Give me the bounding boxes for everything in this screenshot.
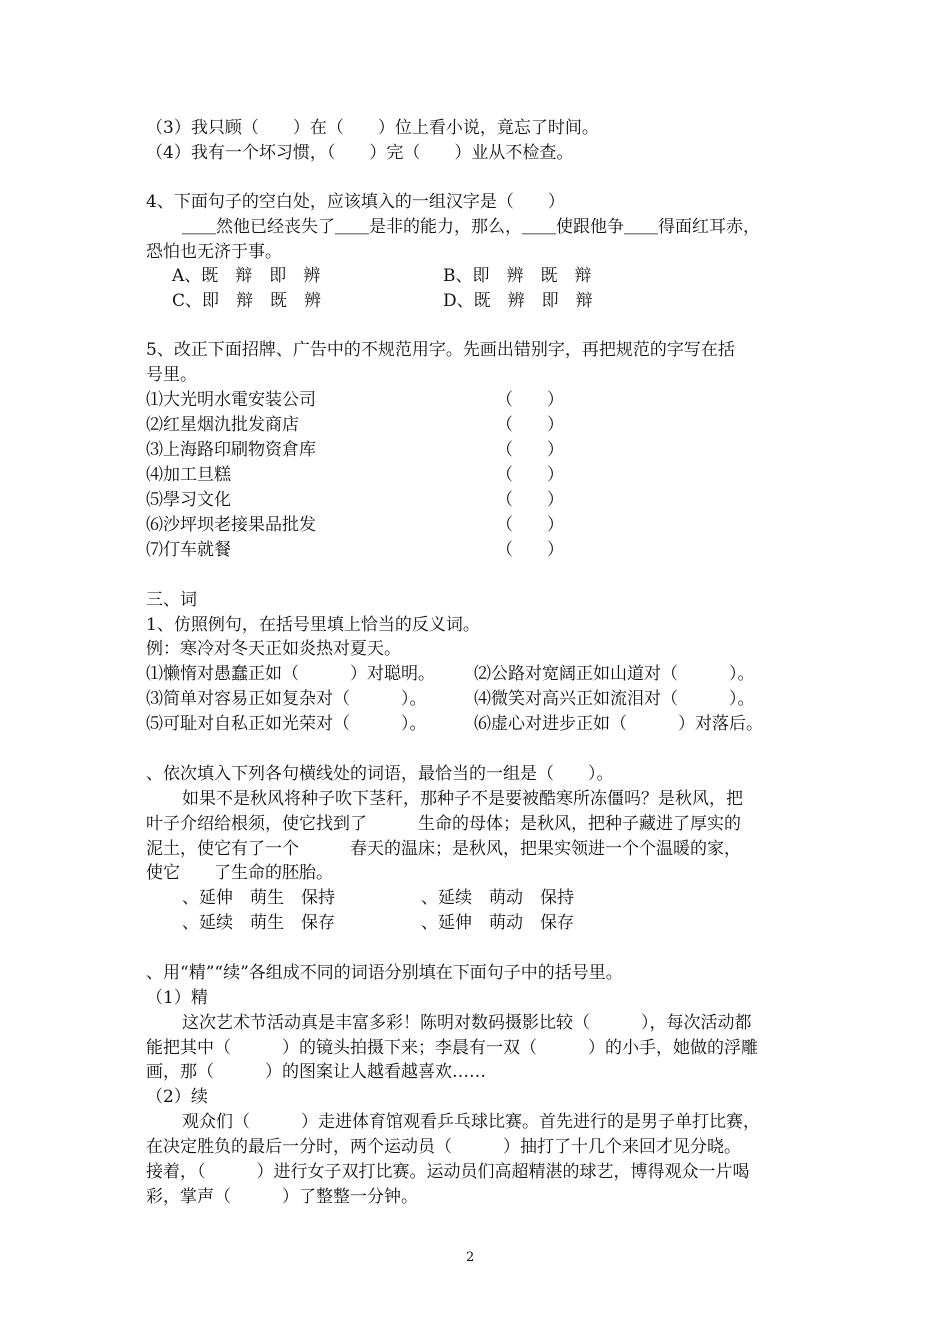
s3-q3-sub2-line: 接着，（ ）进行女子双打比赛。运动员们高超精湛的球艺，博得观众一片喝 <box>146 1162 750 1182</box>
q4-text-line2: 恐怕也无济于事。 <box>146 242 282 262</box>
s3-q2-option-4: 、延伸 萌动 保存 <box>421 913 574 933</box>
q4-option-c: C、即 辩 既 辨 <box>172 291 322 311</box>
q5-answer-paren: （ ） <box>496 490 564 510</box>
item-4: （4）我有一个坏习惯，（ ）完（ ）业从不检查。 <box>146 143 574 163</box>
s3-q3-sub1-line: 这次艺术节活动真是丰富多彩！陈明对数码摄影比较（ ），每次活动都 <box>182 1013 752 1033</box>
q5-answer-paren: （ ） <box>496 415 564 435</box>
q5-item-6: ⑹沙坪坝老接果品批发 <box>146 515 316 535</box>
q5-answer-paren: （ ） <box>496 515 564 535</box>
item-3: （3）我只顾（ ）在（ ）位上看小说，竟忘了时间。 <box>146 118 599 138</box>
q5-stem-line1: 5、改正下面招牌、广告中的不规范用字。先画出错别字，再把规范的字写在括 <box>146 340 735 360</box>
s3-q1-example: 例：寒冷对冬天正如炎热对夏天。 <box>146 639 401 659</box>
q5-item-5: ⑸學习文化 <box>146 490 231 510</box>
q5-item-1: ⑴大光明水電安装公司 <box>146 390 316 410</box>
s3-q1-item-3: ⑶简单对容易正如复杂对（ ）。 <box>146 689 427 709</box>
s3-q1-item-4: ⑷微笑对高兴正如流泪对（ ）。 <box>474 689 755 709</box>
s3-q3-sub2-line: 观众们（ ）走进体育馆观看乒乓球比赛。首先进行的是男子单打比赛， <box>182 1112 760 1132</box>
section-3-title: 三、词 <box>146 590 197 610</box>
q4-option-a: A、既 辩 即 辨 <box>172 266 321 286</box>
q5-item-2: ⑵红星烟氿批发商店 <box>146 415 299 435</box>
s3-q3-sub2-line: 彩，掌声（ ）了整整一分钟。 <box>146 1187 418 1207</box>
q4-text-line1: ＿＿然他已经丧失了＿＿是非的能力，那么，＿＿使跟他争＿＿得面红耳赤， <box>182 217 760 237</box>
q4-option-b: B、即 辨 既 辩 <box>443 266 592 286</box>
q4-option-d: D、既 辨 即 辩 <box>443 291 593 311</box>
s3-q3-sub1-line: 画，那（ ）的图案让人越看越喜欢…… <box>146 1062 486 1082</box>
s3-q2-option-3: 、延续 萌生 保存 <box>182 913 335 933</box>
q5-item-4: ⑷加工旦糕 <box>146 465 231 485</box>
s3-q2-option-2: 、延续 萌动 保持 <box>421 888 574 908</box>
s3-q2-option-1: 、延伸 萌生 保持 <box>182 888 335 908</box>
s3-q1-item-2: ⑵公路对宽阔正如山道对（ ）。 <box>474 664 755 684</box>
s3-q2-para-line: 叶子介绍给根须，使它找到了 生命的母体；是秋风，把种子藏进了厚实的 <box>146 814 741 834</box>
s3-q1-item-1: ⑴懒惰对愚蠢正如（ ）对聪明。 <box>146 664 435 684</box>
page-number: 2 <box>466 1250 475 1265</box>
s3-q3-sub1-title: （1）精 <box>146 988 208 1008</box>
s3-q2-para-line: 使它 了生命的胚胎。 <box>146 863 333 883</box>
s3-q3-stem: 、用“精”“续”各组成不同的词语分别填在下面句子中的括号里。 <box>146 963 623 983</box>
q5-answer-paren: （ ） <box>496 465 564 485</box>
q5-item-7: ⑺仃车就餐 <box>146 540 231 560</box>
s3-q1-stem: 1、仿照例句，在括号里填上恰当的反义词。 <box>146 615 480 635</box>
s3-q1-item-5: ⑸可耻对自私正如光荣对（ ）。 <box>146 714 427 734</box>
s3-q2-para-line: 泥土，使它有了一个 春天的温床；是秋风，把果实领进一个个温暖的家， <box>146 839 741 859</box>
q5-answer-paren: （ ） <box>496 540 564 560</box>
q5-answer-paren: （ ） <box>496 440 564 460</box>
s3-q1-item-6: ⑹虚心对进步正如（ ）对落后。 <box>474 714 763 734</box>
s3-q3-sub2-title: （2）续 <box>146 1087 208 1107</box>
q5-stem-line2: 号里。 <box>146 365 197 385</box>
q5-answer-paren: （ ） <box>496 390 564 410</box>
s3-q3-sub1-line: 能把其中（ ）的镜头拍摄下来；李晨有一双（ ）的小手，她做的浮雕 <box>146 1038 758 1058</box>
s3-q3-sub2-line: 在决定胜负的最后一分时，两个运动员（ ）抽打了十几个来回才见分晓。 <box>146 1137 741 1157</box>
q5-item-3: ⑶上海路印刷物资倉库 <box>146 440 316 460</box>
s3-q2-stem: 、依次填入下列各句横线处的词语，最恰当的一组是（ ）。 <box>146 764 614 784</box>
s3-q2-para-line: 如果不是秋风将种子吹下茎秆，那种子不是要被酷寒所冻僵吗？是秋风，把 <box>182 789 743 809</box>
q4-stem: 4、下面句子的空白处，应该填入的一组汉字是（ ） <box>146 192 565 212</box>
